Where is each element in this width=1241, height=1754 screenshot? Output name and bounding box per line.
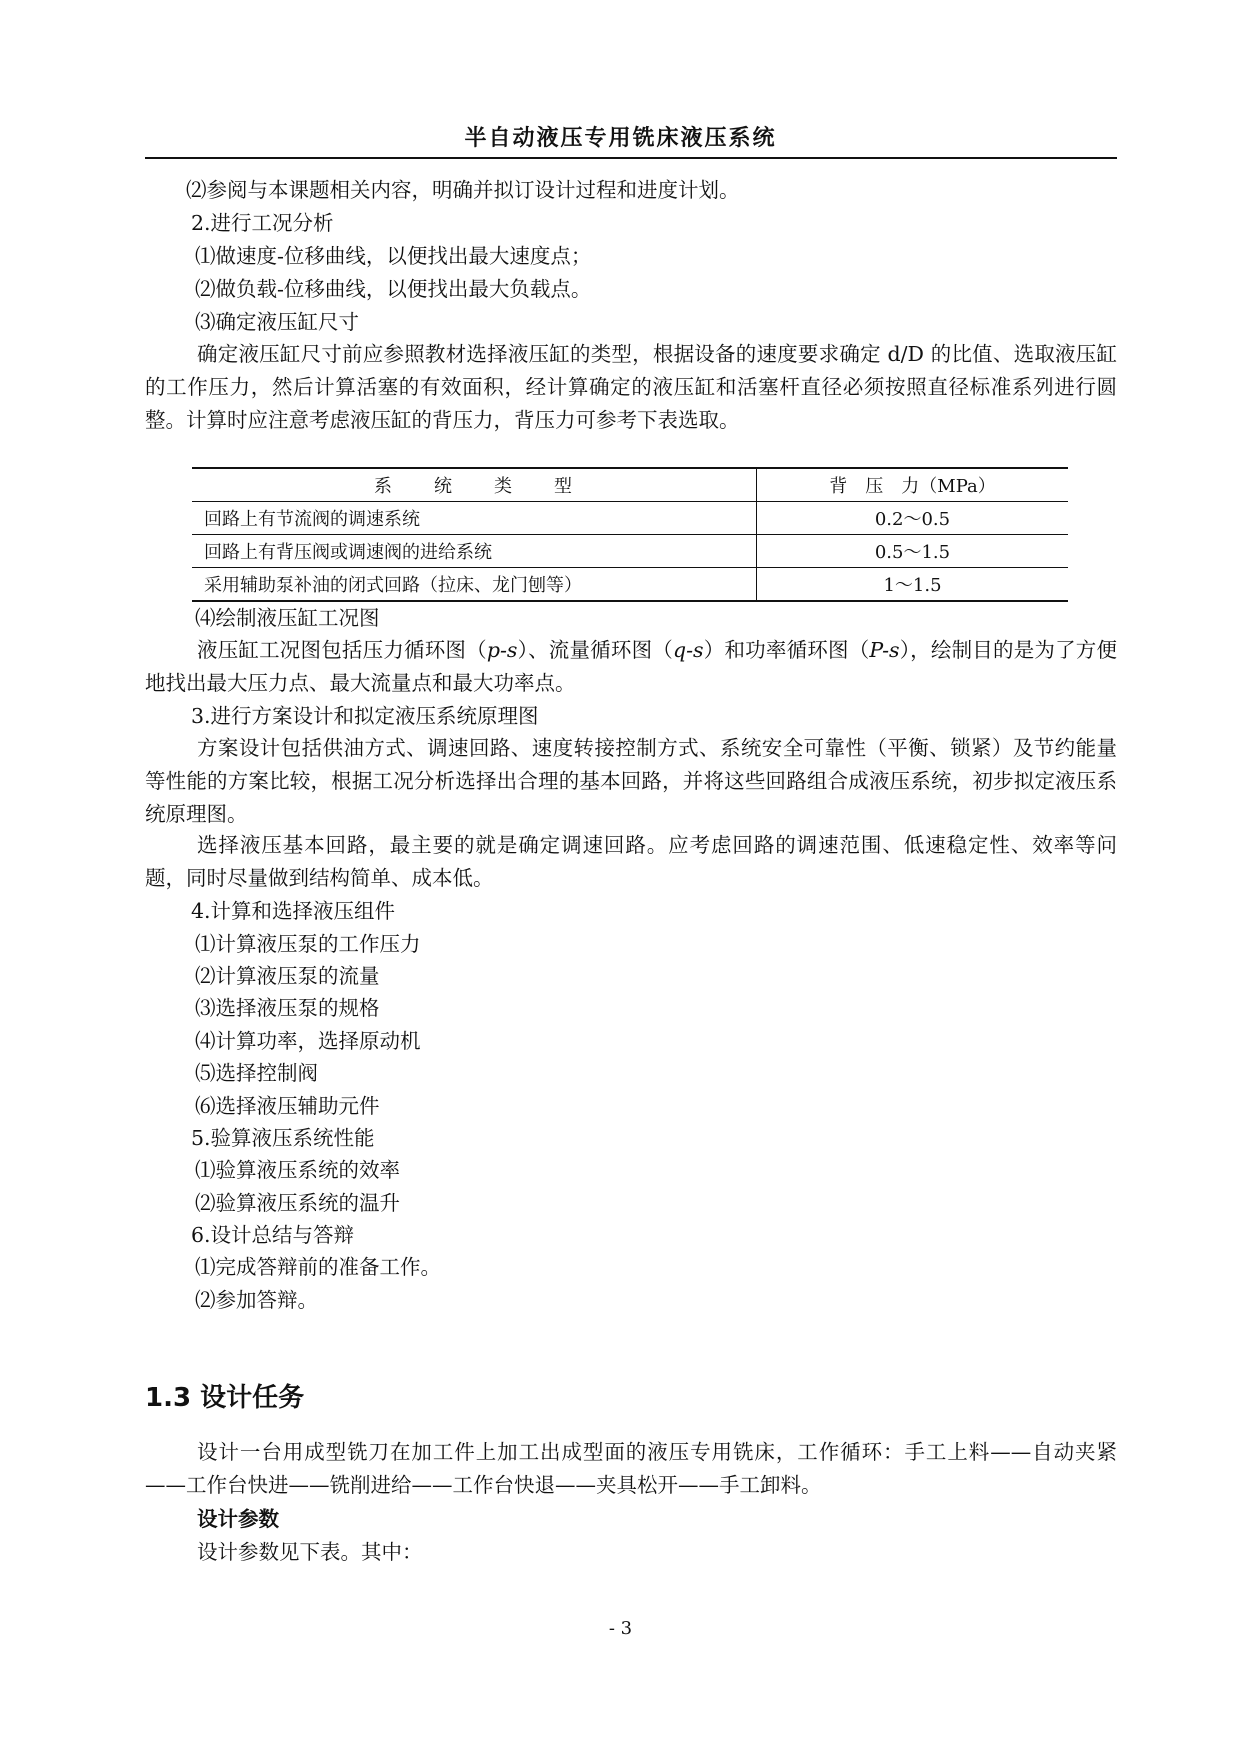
table-cell: 0.2～0.5 [757, 502, 1069, 535]
text-line: ⑵验算液压系统的温升 [195, 1191, 400, 1215]
paragraph: 方案设计包括供油方式、调速回路、速度转接控制方式、系统安全可靠性（平衡、锁紧）及节约能量等性能的方案比较，根据工况分析选择出合理的基本回路，并将这些回路组合成液压系统，初步拟定液压系统原理图。 [145, 736, 1117, 826]
table-cell: 1～1.5 [757, 568, 1069, 602]
formula: p-s [486, 638, 518, 662]
back-pressure-table [192, 467, 1068, 602]
subheading: 设计参数 [197, 1507, 279, 1531]
step-heading: 3.进行方案设计和拟定液压系统原理图 [191, 704, 539, 728]
table-cell: 采用辅助泵补油的闭式回路（拉床、龙门刨等） [192, 568, 757, 602]
text-line: ⑶选择液压泵的规格 [195, 996, 380, 1020]
page-number: - 3 [608, 1618, 633, 1639]
text-line: ⑵计算液压泵的流量 [195, 964, 380, 988]
table-row [192, 535, 1068, 568]
table-header-cell: 背 压 力（MPa） [757, 468, 1069, 502]
step-heading: 2.进行工况分析 [191, 211, 334, 235]
text-line: 设计参数见下表。其中： [197, 1540, 423, 1564]
running-header: 半自动液压专用铣床液压系统 [464, 126, 777, 151]
text-line: ⑴做速度-位移曲线，以便找出最大速度点； [195, 244, 592, 268]
text-line: ⑷绘制液压缸工况图 [195, 606, 380, 630]
step-heading: 4.计算和选择液压组件 [191, 899, 396, 923]
step-heading: 5.验算液压系统性能 [191, 1126, 375, 1150]
table-header-row [192, 468, 1068, 502]
table-row [192, 568, 1068, 602]
paragraph: 确定液压缸尺寸前应参照教材选择液压缸的类型，根据设备的速度要求确定 d/D 的比值、选取液压缸的工作压力，然后计算活塞的有效面积，经计算确定的液压缸和活塞杆直径必须按照直径标准系列进行圆整。计算时应注意考虑液压缸的背压力，背压力可参考下表选取。 [145, 342, 1117, 432]
text-line: ⑹选择液压辅助元件 [195, 1094, 380, 1118]
text-line: ⑵做负载-位移曲线，以便找出最大负载点。 [195, 277, 592, 301]
text-line: ⑵参加答辩。 [195, 1288, 318, 1312]
section-title: 1.3 设计任务 [145, 1383, 305, 1413]
text-line: ⑶确定液压缸尺寸 [195, 310, 359, 334]
text-line: ⑴验算液压系统的效率 [195, 1158, 400, 1182]
table-cell: 回路上有背压阀或调速阀的进给系统 [192, 535, 757, 568]
text-line: ⑴计算液压泵的工作压力 [195, 932, 421, 956]
text-line: ⑴完成答辩前的准备工作。 [195, 1255, 441, 1279]
header-rule [145, 157, 1117, 159]
table-row [192, 502, 1068, 535]
text-line: ⑷计算功率，选择原动机 [195, 1029, 421, 1053]
table-header-cell: 系 统 类 型 [192, 468, 757, 502]
text-line: ⑸选择控制阀 [195, 1061, 318, 1085]
paragraph: 设计一台用成型铣刀在加工件上加工出成型面的液压专用铣床，工作循环：手工上料——自动夹紧——工作台快进——铣削进给——工作台快退——夹具松开——手工卸料。 [145, 1440, 1117, 1497]
text-line: ⑵参阅与本课题相关内容，明确并拟订设计过程和进度计划。 [186, 178, 740, 202]
table-cell: 0.5～1.5 [757, 535, 1069, 568]
paragraph: 液压缸工况图包括压力循环图（p-s）、流量循环图（q-s）和功率循环图（P-s），绘制目的是为了方便地找出最大压力点、最大流量点和最大功率点。 [145, 638, 1118, 695]
step-heading: 6.设计总结与答辩 [191, 1223, 355, 1247]
formula: P-s [869, 638, 900, 662]
table-cell: 回路上有节流阀的调速系统 [192, 502, 757, 535]
paragraph: 选择液压基本回路，最主要的就是确定调速回路。应考虑回路的调速范围、低速稳定性、效率等问题，同时尽量做到结构简单、成本低。 [145, 833, 1117, 890]
formula: q-s [673, 638, 704, 662]
